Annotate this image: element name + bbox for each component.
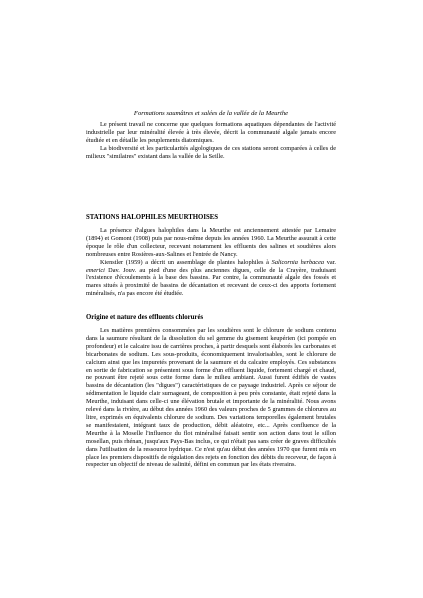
variety-name: emerici bbox=[86, 266, 105, 274]
origin-heading: Origine et nature des effluents chlorurés bbox=[86, 314, 204, 321]
stations-p2-text-c: Dav. Jouv. au pied d'une des plus anciennes digues, celle de la Crayère, traduisant l'existence d'écoulements à la base des bassins. Par contre, la communauté algale des fossés et mares situés à proximité de bassins de décantation et recevant de ceux-ci des apports fortement minéralisés, n'a pas encore été étudiée. bbox=[86, 266, 336, 298]
stations-paragraph-1: La présence d'algues halophiles dans la Meurthe est anciennement attestée par Lemaire (1894) et Gomont (1908) puis par nous-même depuis les années 1960. La Meurthe assurait à cette époque le rôle d'un collecteur, recevant notamment les effluents des salines et soudières alors nombreuses entre Rosières-aux-Salines et l'entrée de Nancy. bbox=[86, 227, 336, 258]
stations-heading: STATIONS HALOPHILES MEURTHOISES bbox=[86, 214, 219, 221]
stations-p2-text-b: var. bbox=[324, 258, 336, 266]
intro-block bbox=[86, 121, 336, 161]
section-title: Formations saumâtres et salées de la vallée de la Meurthe bbox=[133, 110, 289, 117]
stations-paragraph-2 bbox=[86, 259, 336, 299]
species-name: Salicornia herbacea bbox=[271, 258, 325, 266]
origin-section bbox=[86, 314, 336, 469]
origin-paragraph-1: Les matières premières consommées par les soudières sont le chlorure de sodium contenu dans la saumure résultant de la dissolution du sel gemme du gisement keupérien (ici pompée en profondeur) et le calcaire issu de carrières proches, à partir desquels sont élaborés les carbonates et bicarbonates de sodium. Les sous-produits, économiquement invalorisables, sont le chlorure de calcium ainsi que les impuretés provenant de la saumure et du calcaire employés. Ces substances en sortie de fabrication se présentent sous forme d'un effluent liquide, fortement chargé et chaud, ne pouvant être rejeté sous cette forme dans le milieu ambiant. Aussi furent édifiés de vastes bassins de décantation (les "digues") caractéristiques de ce paysage industriel. Après ce séjour de sédimentation le liquide clair surnageant, de composition à peu près constante, était rejeté dans la Meurthe, induisant dans celle-ci une élévation brutale et importante de la minéralité. Nous avons relevé dans la rivière, au début des années 1960 des valeurs proches de 5 grammes de chlorures au litre, exprimés en équivalents chlorure de sodium. Des variations temporelles également brutales se manifestaient, intégrant taux de production, débit aléatoire, etc... Après confluence de la Meurthe à la Moselle l'influence du flot minéralisé faisait sentir son action dans tout le sillon mosellan, puis rhénan, jusqu'aux Pays-Bas inclus, ce qui n'était pas sans créer de graves difficultés dans l'utilisation de la ressource hydrique. Ce n'est qu'au début des années 1970 que furent mis en place les premiers dispositifs de régulation des rejets en fonction des débits du receveur, de façon à respecter un objectif de niveau de salinité, défini en commun par les états riverains. bbox=[86, 327, 336, 469]
intro-paragraph-2: La biodiversité et les particularités algologiques de ces stations seront comparées à celles de milieux "similaires" existant dans la vallée de la Seille. bbox=[86, 144, 336, 160]
stations-section bbox=[86, 214, 336, 298]
intro-paragraph-1: Le présent travail ne concerne que quelques formations aquatiques dépendantes de l'activité industrielle par leur minéralité élevée à très élevée, décrit la communauté algale jamais encore étudiée et en détaille les peuplements diatomiques. bbox=[86, 121, 336, 144]
stations-p2-text-a: Kienstler (1959) a décrit un assemblage de plantes halophiles à bbox=[100, 258, 272, 266]
